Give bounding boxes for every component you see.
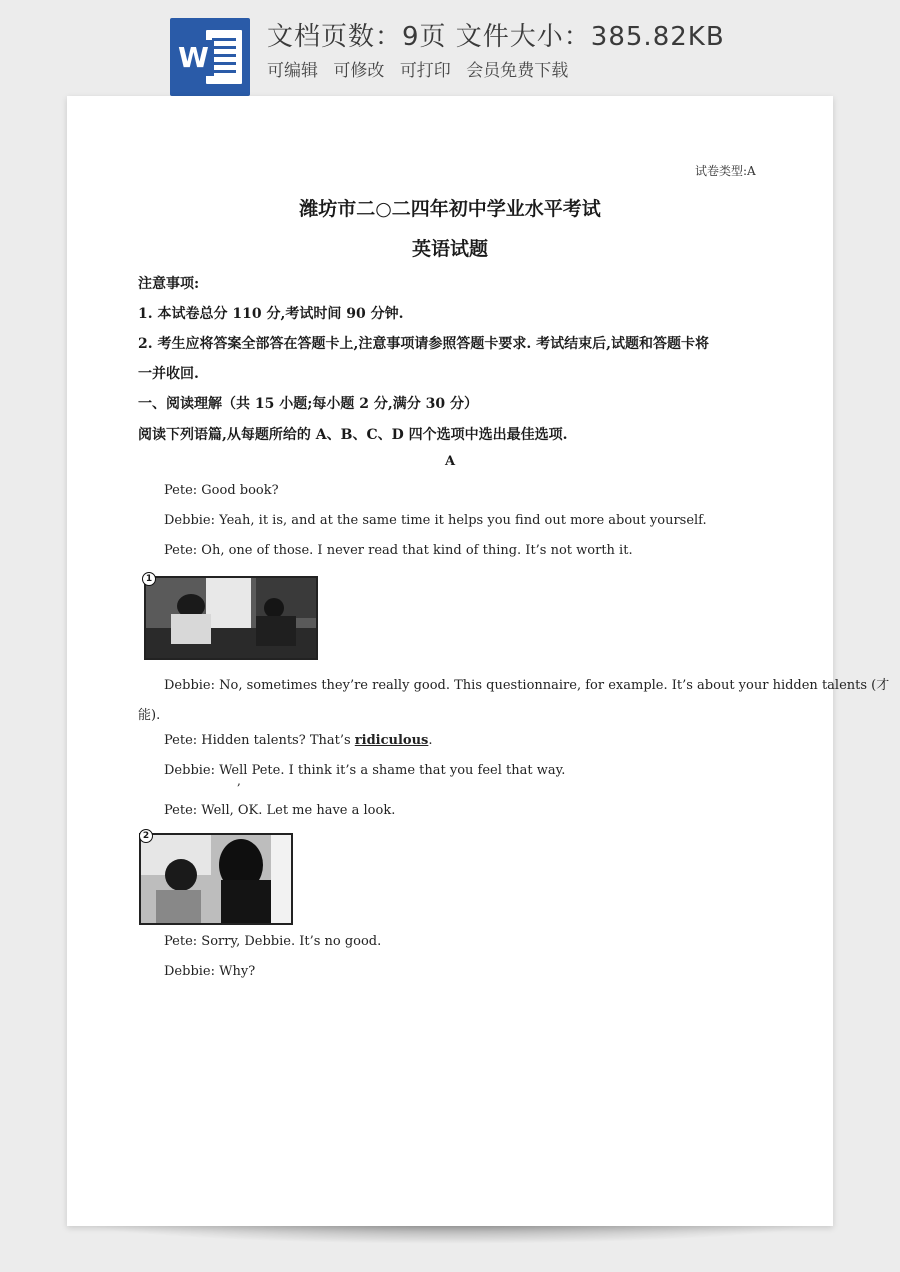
misplaced-comma: , <box>237 774 241 788</box>
passage-label: A <box>444 454 456 469</box>
feature-editable: 可编辑 <box>267 61 318 81</box>
dialogue-line: Pete: Well, OK. Let me have a look. <box>164 803 396 818</box>
word-document-icon <box>170 18 250 96</box>
section-instruction: 阅读下列语篇,从每题所给的 A、B、C、D 四个选项中选出最佳选项. <box>138 427 568 443</box>
dialogue-line: Pete: Good book? <box>164 483 279 498</box>
word-letter: W <box>178 40 214 76</box>
dialogue-line-continued: 能). <box>138 708 161 723</box>
underlined-vocabulary-word: ridiculous <box>354 733 429 748</box>
dialogue-text: Pete: Hidden talents? That’s <box>164 733 355 748</box>
note-1: 1. 本试卷总分 110 分,考试时间 90 分钟. <box>138 306 404 322</box>
exam-type-label: 试卷类型:A <box>695 164 756 178</box>
dialogue-line: Pete: Oh, one of those. I never read that kind of thing. It’s not worth it. <box>164 543 633 558</box>
note-2-line-2: 一并收回. <box>138 366 199 382</box>
dialogue-line: Debbie: Yeah, it is, and at the same time it helps you find out more about yourself. <box>164 513 707 528</box>
header-banner <box>0 0 900 96</box>
section-reading-heading: 一、阅读理解（共 15 小题;每小题 2 分,满分 30 分） <box>138 396 478 412</box>
document-page <box>67 96 890 1226</box>
notes-heading: 注意事项: <box>138 276 200 292</box>
document-info-title: 文档页数：9页 文件大小：385.82KB <box>267 22 725 52</box>
dialogue-punctuation: . <box>428 733 433 748</box>
dialogue-line: Debbie: No, sometimes they’re really good. This questionnaire, for example. It’s about your hidden talents (才 <box>164 678 890 693</box>
dialogue-line <box>164 733 433 748</box>
feature-printable: 可打印 <box>399 61 451 81</box>
picture-number-badge: 1 <box>142 572 156 586</box>
exam-title: 潍坊市二○二四年初中学业水平考试 <box>299 198 601 220</box>
feature-member-download: 会员免费下载 <box>466 61 569 81</box>
picture-number-badge: 2 <box>139 829 153 843</box>
exam-subtitle: 英语试题 <box>411 238 488 260</box>
feature-modifiable: 可修改 <box>333 61 385 81</box>
dialogue-line: Debbie: Why? <box>164 964 256 979</box>
dialogue-line: Debbie: Well Pete. I think it’s a shame that you feel that way. <box>164 763 566 778</box>
note-2-line-1: 2. 考生应将答案全部答在答题卡上,注意事项请参照答题卡要求. 考试结束后,试题和答题卡将 <box>138 336 709 352</box>
dialogue-line: Pete: Sorry, Debbie. It’s no good. <box>164 934 382 949</box>
illustration-photo-2 <box>139 833 293 925</box>
illustration-photo-1 <box>144 576 318 660</box>
document-features <box>267 56 578 81</box>
